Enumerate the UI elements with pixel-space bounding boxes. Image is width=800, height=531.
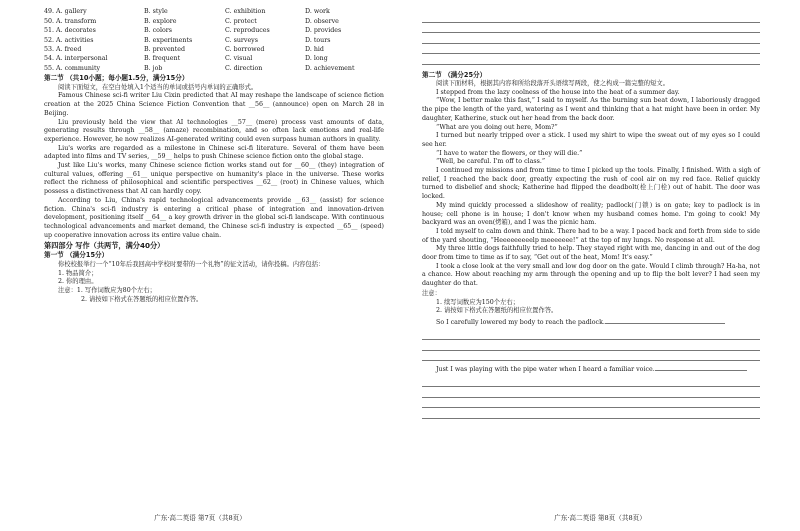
paragraph-start-1 <box>422 317 760 328</box>
start-sentence-1: So I carefully lowered my body to reach the padlock. <box>436 318 605 326</box>
option-row <box>44 46 384 55</box>
passage-paragraph-4: Just like Liu's works, many Chinese science fiction works stand out for __60__ (they) integration of cultural values, offering __61__ unique perspective on humanity's place in the universe. These works reflect the richness of philosophical and scientific perspectives __62__ (root) in Chinese values, which possess a distinctiveness that AI can hardly copy. <box>44 162 384 196</box>
option-d: D. work <box>305 8 330 16</box>
continuation-heading: 第二节 （满分25分） <box>422 70 487 79</box>
page-footer: 广东·高二英语 第8页（共8页） <box>554 514 646 523</box>
note-2: 2. 请按如下格式在答题纸的相应位置作答。 <box>436 307 558 315</box>
option-c: C. visual <box>225 55 253 63</box>
option-row <box>44 36 384 45</box>
passage-paragraph-2: Liu previously held the view that AI technologies __57__ (mere) process vast amounts of data, generating results through __58__ (amaze) recombination, and so often lack emotions and real-life experience. However, he now realizes AI-generated writing could even surpass human authors in quality. <box>44 118 384 143</box>
answer-lines-bottom <box>422 377 760 419</box>
option-d: D. provides <box>305 27 342 35</box>
paragraph-start-2 <box>422 364 760 375</box>
option-num: 54. A. interpersonal <box>44 55 108 63</box>
right-page <box>400 0 800 531</box>
story-paragraph: My mind quickly processed a slideshow of reality; padlock(门锁) is on gate; key to padlock is in house; cell phone is in house; I don't know when my husband comes home. I'm going to cook! My backyard was an oven(烤箱), and I was the picnic ham. <box>422 201 760 227</box>
option-num: 53. A. freed <box>44 45 82 53</box>
option-num: 52. A. activities <box>44 36 94 44</box>
content-item-1: 1. 物品简介； <box>58 269 98 277</box>
option-num: 51. A. decorates <box>44 27 96 35</box>
option-d: D. tours <box>305 36 331 44</box>
option-b: B. frequent <box>144 55 181 63</box>
passage-paragraph-3: Liu's works are regarded as a milestone in Chinese sci-fi literature. Several of them have been adapted into films and TV series, __59__ helps to push Chinese science fiction onto the global stage. <box>44 144 384 161</box>
story-paragraph: I stepped from the lazy coolness of the house into the heat of a summer day. <box>436 88 680 96</box>
story-paragraph: My three little dogs faithfully tried to help. They stayed right with me, dancing in and out of the dog door from time to time as if to say, “Get out of the heat, Mom! It's easy.” <box>422 245 760 262</box>
option-c: C. reproduces <box>225 27 270 35</box>
story-paragraph: I told myself to calm down and think. There had to be a way. I paced back and forth from side to side of the yard shouting, “Heeeeeeeeelp meeeeeee!” at the top of my lungs. No response at all. <box>422 227 760 244</box>
section1-prompt: 你校校报举行一个“10年后我回高中学校时要带的一个礼物”的征文活动，请你投稿。内容包括： <box>58 260 325 268</box>
option-num: 50. A. transform <box>44 17 97 25</box>
answer-lines-top <box>422 12 760 65</box>
start-sentence-2: Just I was playing with the pipe water when I heard a familiar voice. <box>436 366 655 374</box>
option-c: C. direction <box>225 64 263 72</box>
option-d: D. long <box>305 55 328 63</box>
option-c: C. protect <box>225 17 257 25</box>
story-paragraph: “I have to water the flowers, or they will die.” <box>436 149 583 157</box>
option-b: B. explore <box>144 17 177 25</box>
options-table <box>44 8 384 74</box>
passage-paragraph-5: According to Liu, China's rapid technological advancements provide __63__ (assist) for science fiction. China's sci-fi industry is entering a critical phase of integration and innovation-driven development, positioning itself __64__ a key growth driver in the global sci-fi landscape. With continuous technological advancements and market demand, the Chinese sci-fi industry is expected __65__ (speed) up cooperative innovation across its entire value chain. <box>44 196 384 239</box>
option-row <box>44 55 384 64</box>
note-2: 2. 请按如下格式在答题纸的相应位置作答。 <box>81 295 203 303</box>
story-paragraph: I turned but nearly tripped over a stick. I used my shirt to wipe the sweat out of my eyes so I could see her. <box>422 132 760 148</box>
option-b: B. experiments <box>144 36 193 44</box>
option-d: D. hid <box>305 45 324 53</box>
story-paragraph: “What are you doing out here, Mom?” <box>436 123 558 131</box>
story-paragraph: “Wow, I better make this fast,” I said to myself. As the burning sun beat down, I laboriously dragged the pipe the length of the yard, watering as I went and thinking that a hat might have been in order. My daughter, Katherine, stuck out her head from the back door. <box>422 97 760 122</box>
passage-paragraph-1: Famous Chinese sci-fi writer Liu Cixin predicted that AI may reshape the landscape of science fiction creation at the 2025 China Science Fiction Convention that __56__ (announce) open on March 28 in Beijing. <box>44 92 384 117</box>
option-b: B. job <box>144 64 163 72</box>
option-c: C. surveys <box>225 36 258 44</box>
option-row <box>44 8 384 17</box>
story-paragraph: “Well, be careful. I'm off to class.” <box>436 158 546 166</box>
note-1: 注意：1. 写作词数应为80个左右； <box>58 287 156 294</box>
option-row <box>44 64 384 73</box>
option-b: B. style <box>144 8 168 16</box>
option-row <box>44 17 384 26</box>
option-b: B. colors <box>144 27 172 35</box>
option-c: C. exhibition <box>225 8 266 16</box>
content-item-2: 2. 你的理由。 <box>58 278 98 286</box>
answer-lines-mid <box>422 330 760 362</box>
note-1: 1. 续写词数应为150个左右； <box>436 298 519 306</box>
story-paragraph: I took a close look at the very small and low dog door on the gate. Would I climb through? Ha-ha, not a chance. How about reaching my arm through the opening and up to flip the bolt lever? I had seen my daughter do that. <box>422 262 760 288</box>
option-d: D. observe <box>305 17 339 25</box>
option-num: 55. A. community <box>44 64 101 72</box>
notes-label: 注意： <box>422 289 441 297</box>
option-row <box>44 27 384 36</box>
section1-heading: 第一节 （满分15分） <box>44 251 109 260</box>
option-b: B. prevented <box>144 45 186 53</box>
story-paragraph: I continued my missions and from time to time I picked up the tools. Finally, I finished. With a sigh of relief, I reached the back door, greatly expecting the rush of cool air on my red face. Relief quickly turned to disbelief and shock; Katherine had flipped the deadbolt(栓上门栓) out of habit. The door was locked. <box>422 167 760 201</box>
story-text <box>422 89 760 289</box>
section2-heading: 第二节 （共10小题；每小题1.5分，满分15分） <box>44 74 189 83</box>
page-footer: 广东·高二英语 第7页（共8页） <box>154 514 246 523</box>
section2-instruction: 阅读下面短文，在空白处填入1个适当的单词或括号内单词的正确形式。 <box>58 83 258 91</box>
continuation-instruction: 阅读下面材料，根据其内容和所给段落开头语续写两段，使之构成一篇完整的短文。 <box>436 80 669 87</box>
option-d: D. achievement <box>305 64 355 72</box>
option-num: 49. A. gallery <box>44 8 87 16</box>
part4-heading: 第四部分 写作（共两节，满分40分） <box>44 241 165 251</box>
option-c: C. borrowed <box>225 45 265 53</box>
